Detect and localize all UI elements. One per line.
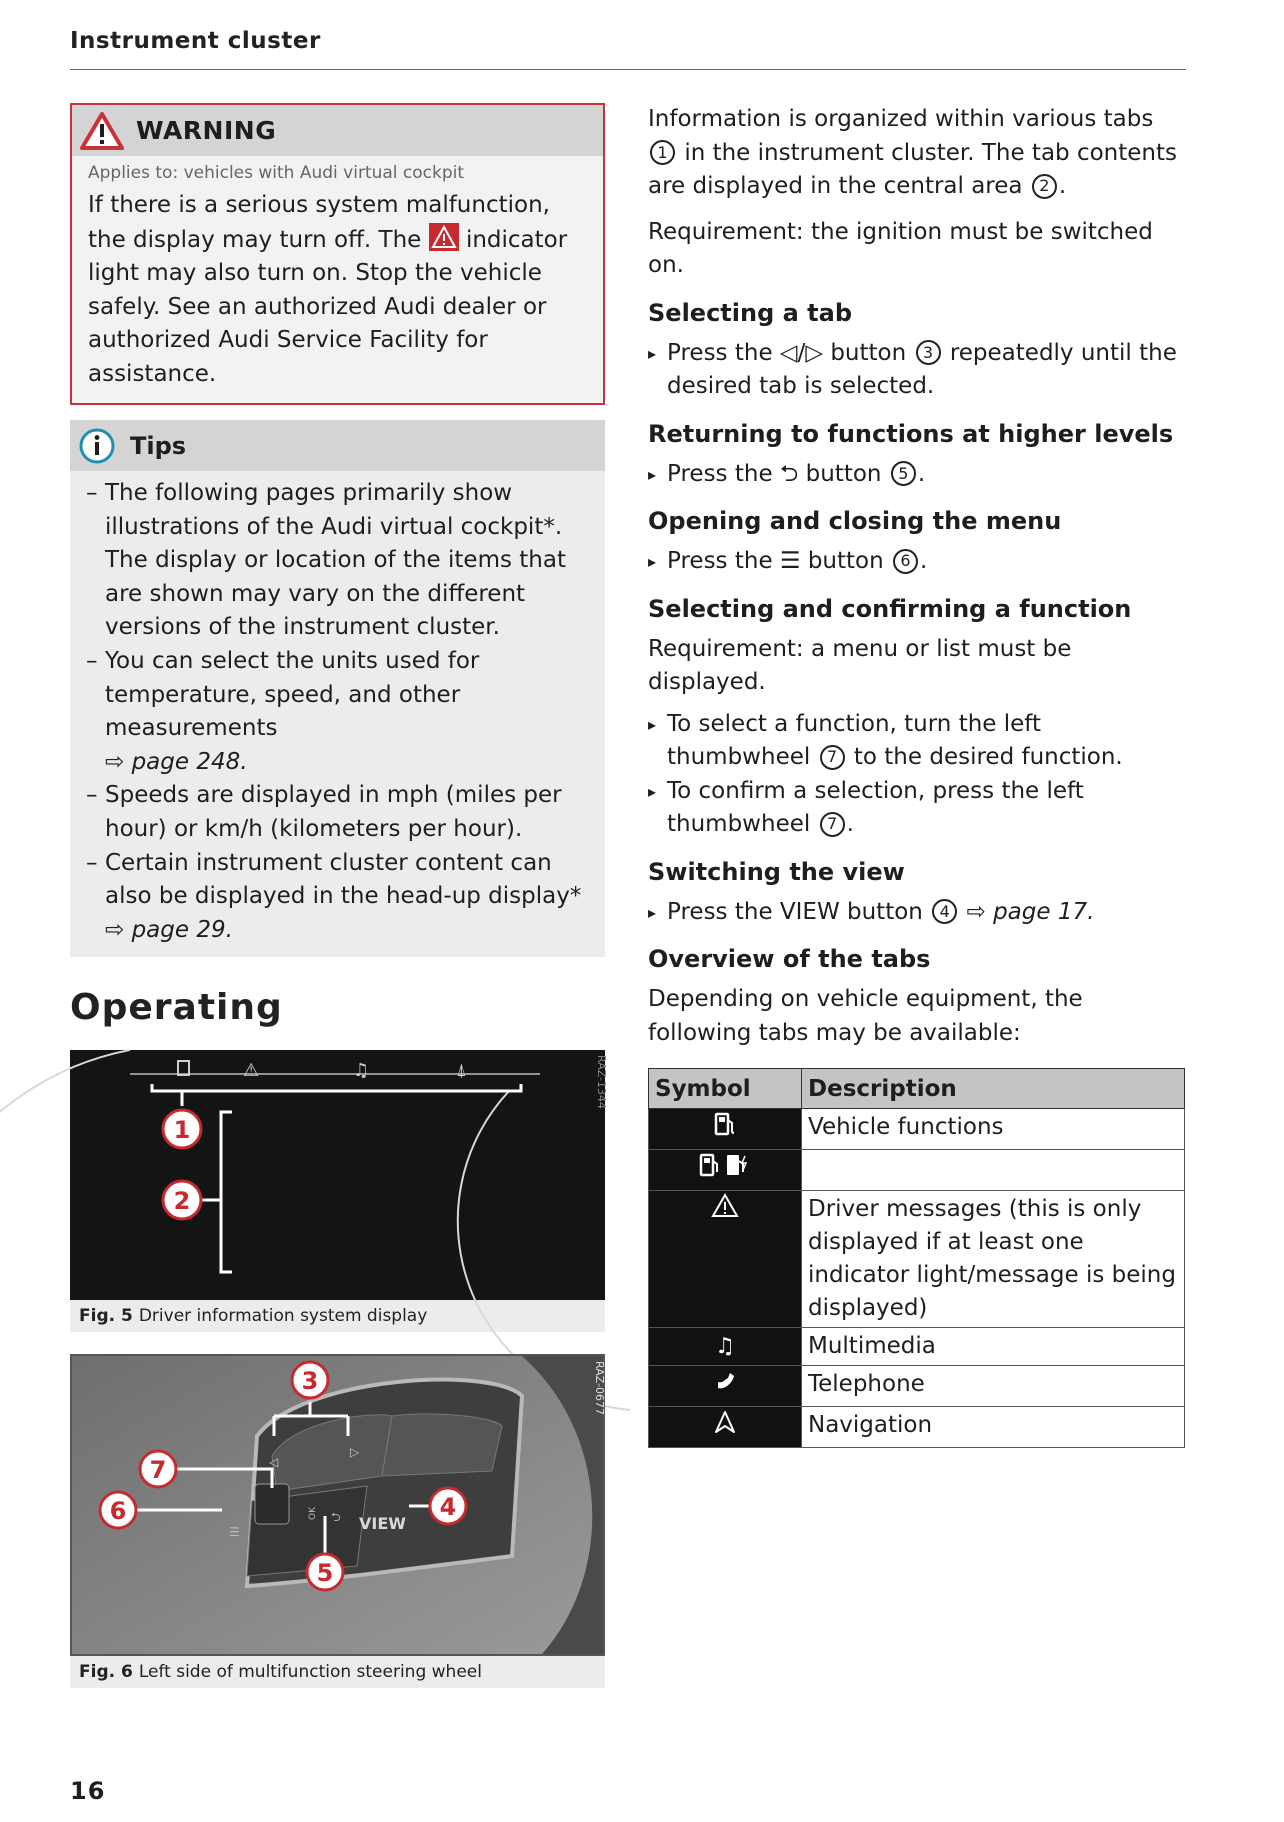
right-column [648,103,1186,1448]
step-menu: ▸ Press the ☰ button 6 . [648,545,1186,579]
figure-5 [70,1050,608,1332]
heading-select-function: Selecting and confirming a function [648,594,1132,623]
callout-ref-5: 5 [891,461,916,486]
svg-text:2: 2 [173,1187,191,1216]
step-returning: ▸ Press the ⮌ button 5 . [648,458,1186,492]
step-confirm-function: ▸ To confirm a selection, press the left thumbwheel 7 . [648,775,1186,842]
warning-applies-to: Applies to: vehicles with Audi virtual cockpit [88,163,465,183]
column-header-description: Description [802,1069,1185,1109]
svg-text:OK: OK [308,1507,318,1521]
callout-ref-6: 6 [893,549,918,574]
table-header-row [649,1069,1185,1109]
svg-text:▷: ▷ [350,1445,360,1460]
phone-icon [649,1366,802,1407]
header-title: Instrument cluster [70,28,321,54]
warning-triangle-icon [80,111,124,151]
view-label: VIEW [359,1514,406,1534]
intro-paragraph: Information is organized within various tabs 1 in the instrument cluster. The tab contents are displayed in the central area 2 . [648,106,1177,199]
fuel-hybrid-icon [649,1150,802,1191]
tip-item: – The following pages primarily show illustrations of the Audi virtual cockpit*. The display or location of the items that are shown may vary on the different versions of the instrument cluster. [86,477,589,645]
warning-box [70,103,605,405]
callout-ref-1: 1 [650,140,675,165]
red-warning-indicator-icon [429,223,459,251]
callout-ref-7: 7 [820,745,845,770]
table-cell: Telephone [802,1366,1185,1407]
table-cell: Navigation [802,1407,1185,1448]
music-note-icon: ♫ [649,1328,802,1366]
info-icon [78,427,116,465]
svg-text:☰: ☰ [229,1525,240,1540]
section-title: Operating [70,987,283,1029]
page-reference-link[interactable]: ⇨ page 29. [105,916,233,943]
callout-ref-7: 7 [820,812,845,837]
warning-body [72,183,603,403]
navigation-icon [649,1407,802,1448]
overview-text: Depending on vehicle equipment, the following tabs may be available: [648,986,1083,1046]
step-select-function: ▸ To select a function, turn the left thumbwheel 7 to the desired function. [648,708,1186,775]
callout-ref-4: 4 [932,899,957,924]
fuel-icon [649,1109,802,1150]
table-row [649,1109,1185,1150]
figure-6-caption: Fig. 6 Left side of multifunction steering wheel [70,1656,605,1688]
svg-text:7: 7 [149,1456,167,1485]
table-row [649,1150,1185,1191]
svg-text:6: 6 [109,1497,127,1526]
tips-title: Tips [130,431,187,460]
heading-returning: Returning to functions at higher levels [648,419,1174,448]
warning-body-part1: If there is a serious system malfunction, the display may turn off. The [88,192,550,253]
svg-text:⍋: ⍋ [456,1060,467,1082]
table-cell [802,1150,1185,1191]
step-selecting-tab: ▸ Press the ◁/▷ button 3 repeatedly until the desired tab is selected. [648,337,1186,404]
warning-body-part2: indicator light may also turn on. Stop the vehicle safely. See an authorized Audi dealer or authorized Audi Service Facility for assistance. [88,226,568,387]
callout-ref-2: 2 [1032,174,1057,199]
page-reference-link[interactable]: ⇨ page 17. [966,898,1095,925]
table-row [649,1407,1185,1448]
tips-header [70,420,605,471]
heading-overview: Overview of the tabs [648,945,931,973]
step-switch-view: ▸ Press the VIEW button 4 ⇨ page 17. [648,896,1186,930]
heading-menu: Opening and closing the menu [648,507,1062,535]
heading-selecting-tab: Selecting a tab [648,298,853,327]
page-header [70,28,1186,70]
tip-item: – You can select the units used for temperature, speed, and other measurements ⇨ page 248. [86,645,589,779]
callout-7 [140,1451,176,1487]
tabs-table [648,1068,1185,1448]
table-cell: Driver messages (this is only displayed if at least one indicator light/message is being displayed) [802,1191,1185,1328]
svg-text:5: 5 [316,1559,334,1588]
svg-text:1: 1 [173,1116,191,1145]
warning-triangle-icon [649,1191,802,1328]
column-header-symbol: Symbol [649,1069,802,1109]
page-reference-link[interactable]: ⇨ page 248. [105,748,248,775]
requirement-menu: Requirement: a menu or list must be displayed. [648,635,1072,695]
figure-6 [70,1354,605,1688]
table-row [649,1191,1185,1328]
tips-box [70,420,605,957]
callout-3 [292,1362,328,1398]
figure-code: RAZ-0677 [593,1361,606,1416]
callout-5 [307,1554,343,1590]
driver-information-display-image [70,1050,608,1300]
table-row [649,1366,1185,1407]
callout-4 [430,1488,466,1524]
warning-title: WARNING [136,116,277,145]
tips-list [70,471,605,947]
figure-code: RAZ-1344 [595,1055,608,1110]
callout-ref-3: 3 [916,340,941,365]
steering-wheel-image [70,1354,605,1656]
figure-5-caption: Fig. 5 Driver information system display [70,1300,605,1332]
svg-text:4: 4 [439,1493,457,1522]
left-column [70,103,608,1688]
heading-switch-view: Switching the view [648,857,905,886]
callout-1 [163,1110,201,1148]
svg-text:◁: ◁ [269,1455,279,1470]
table-row [649,1328,1185,1366]
svg-text:♫: ♫ [353,1060,370,1082]
page-number: 16 [70,1777,106,1805]
warning-header [72,105,603,156]
table-cell: Vehicle functions [802,1109,1185,1150]
svg-text:⮌: ⮌ [331,1510,341,1525]
table-cell: Multimedia [802,1328,1185,1366]
callout-2 [163,1181,201,1219]
tip-item: – Certain instrument cluster content can also be displayed in the head-up display* ⇨ page 29. [86,847,589,948]
tip-item: – Speeds are displayed in mph (miles per hour) or km/h (kilometers per hour). [86,779,589,846]
requirement-text: Requirement: the ignition must be switched on. [648,218,1153,278]
svg-text:⚠: ⚠ [243,1060,260,1082]
callout-6 [100,1492,136,1528]
svg-text:3: 3 [301,1367,319,1396]
